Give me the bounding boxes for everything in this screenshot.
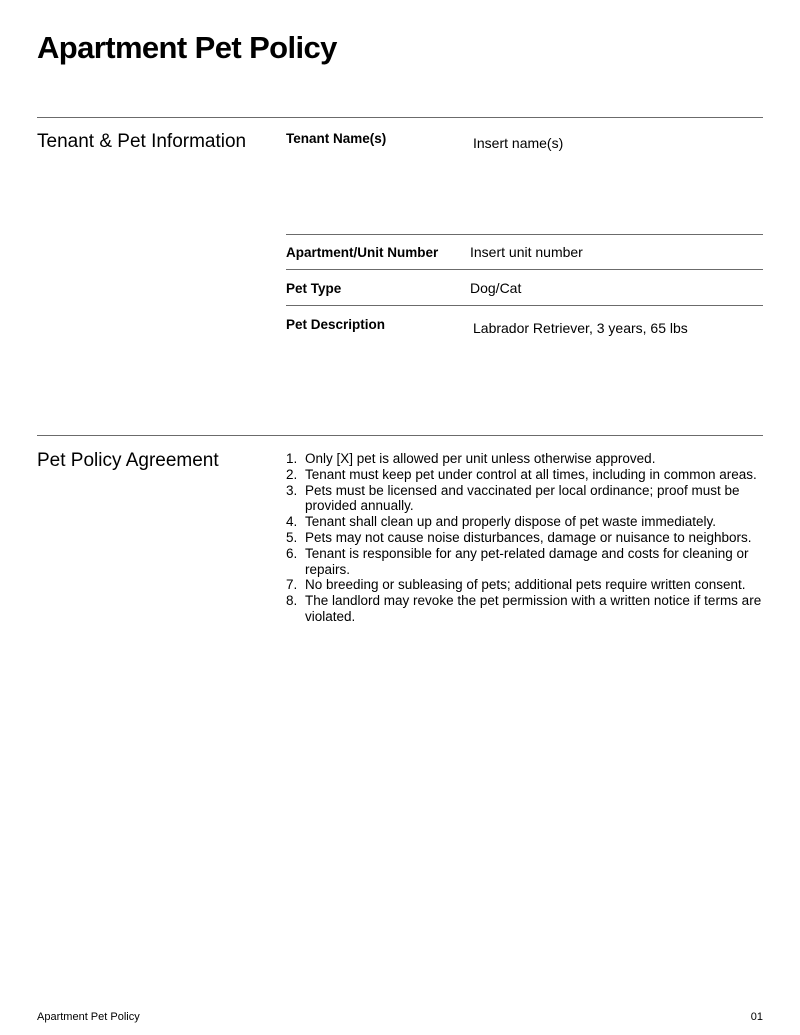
list-item-number: 3. — [286, 482, 298, 498]
field-divider — [286, 305, 763, 306]
list-item — [286, 530, 763, 546]
section-divider — [37, 435, 763, 436]
list-item-number: 4. — [286, 514, 298, 530]
list-item-number: 5. — [286, 529, 298, 545]
footer-title: Apartment Pet Policy — [37, 1011, 140, 1023]
page-title: Apartment Pet Policy — [37, 30, 337, 65]
list-item-text: Tenant must keep pet under control at all times, including in common areas. — [305, 466, 757, 482]
list-item-text: The landlord may revoke the pet permission with a written notice if terms are violated. — [305, 593, 762, 624]
tenant-section-title: Tenant & Pet Information — [37, 131, 247, 152]
agreement-list — [286, 451, 763, 625]
list-item-number: 8. — [286, 593, 298, 609]
list-item — [286, 577, 763, 593]
list-item — [286, 514, 763, 530]
list-item-number: 1. — [286, 451, 298, 466]
list-item — [286, 593, 763, 625]
section-divider — [37, 117, 763, 118]
list-item-number: 6. — [286, 545, 298, 561]
unit-number-value[interactable]: Insert unit number — [470, 244, 583, 260]
list-item — [286, 483, 763, 515]
tenant-name-value[interactable]: Insert name(s) — [473, 135, 564, 151]
pet-description-value[interactable]: Labrador Retriever, 3 years, 65 lbs — [473, 320, 688, 336]
list-item — [286, 546, 763, 578]
list-item-text: Tenant is responsible for any pet-related damage and costs for cleaning or repairs. — [305, 545, 749, 577]
list-item — [286, 467, 763, 483]
page-number: 01 — [750, 1011, 763, 1023]
pet-description-label: Pet Description — [286, 317, 386, 332]
list-item — [286, 451, 763, 467]
field-divider — [286, 269, 763, 270]
list-item-number: 7. — [286, 577, 298, 593]
unit-number-label: Apartment/Unit Number — [286, 245, 439, 260]
pet-type-value[interactable]: Dog/Cat — [470, 280, 522, 296]
list-item-number: 2. — [286, 466, 298, 482]
list-item-text: No breeding or subleasing of pets; additional pets require written consent. — [305, 577, 746, 593]
pet-type-label: Pet Type — [286, 281, 342, 296]
list-item-text: Tenant shall clean up and properly dispose of pet waste immediately. — [305, 514, 716, 530]
list-item-text: Pets must be licensed and vaccinated per local ordinance; proof must be provided annually. — [305, 482, 740, 514]
list-item-text: Pets may not cause noise disturbances, damage or nuisance to neighbors. — [305, 529, 752, 545]
tenant-name-label: Tenant Name(s) — [286, 131, 387, 146]
field-divider — [286, 234, 763, 235]
list-item-text: Only [X] pet is allowed per unit unless otherwise approved. — [305, 451, 656, 466]
agreement-section-title: Pet Policy Agreement — [37, 450, 219, 471]
